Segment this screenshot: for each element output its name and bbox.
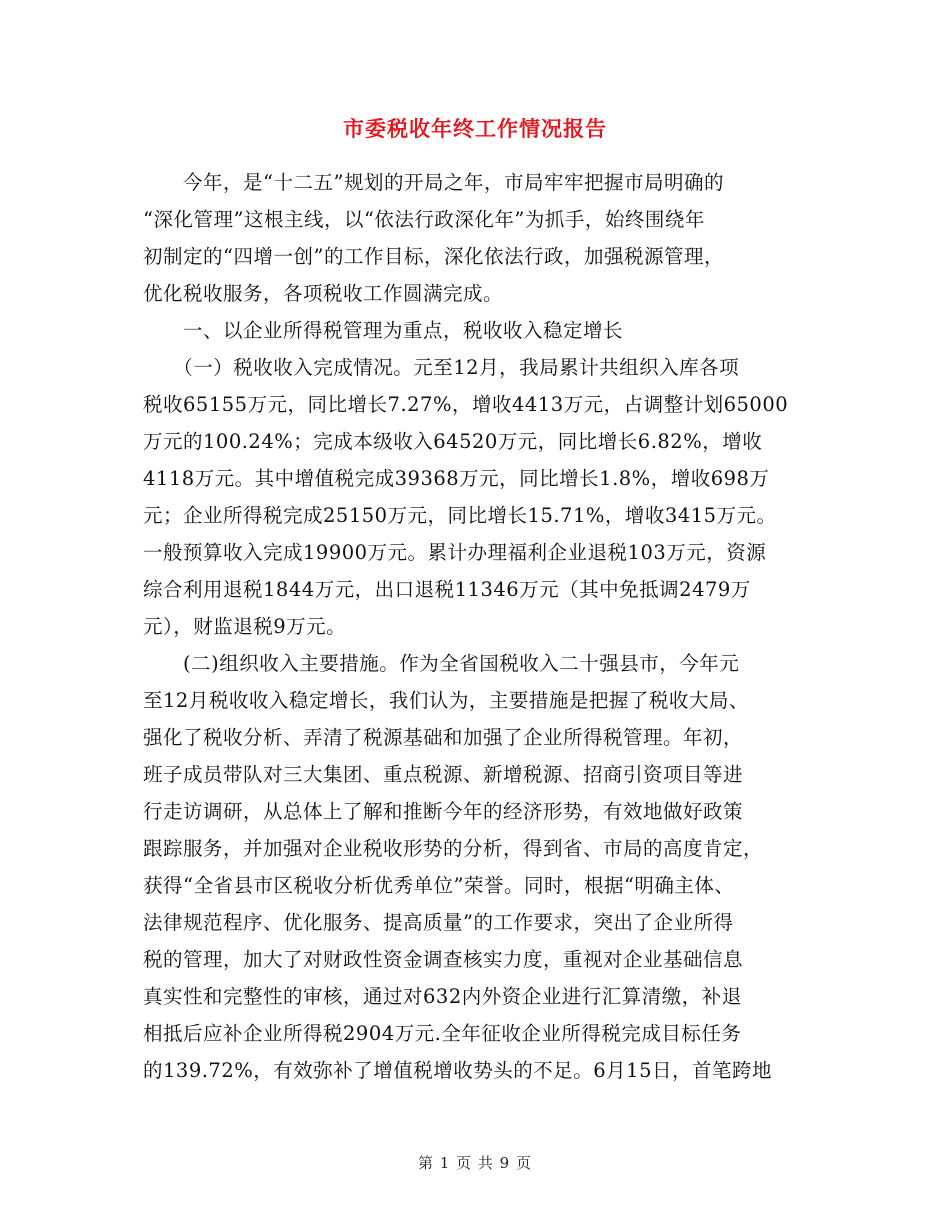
body-line: 税的管理，加大了对财政性资金调查核实力度，重视对企业基础信息	[143, 948, 744, 971]
body-line: 相抵后应补企业所得税2904万元.全年征收企业所得税完成目标任务	[143, 1022, 742, 1045]
body-line: 元），财监退税9万元。	[143, 615, 347, 638]
body-line: 税收65155万元，同比增长7.27%，增收4413万元，占调整计划65000	[143, 393, 789, 416]
body-line: 4118万元。其中增值税完成39368万元，同比增长1.8%，增收698万	[143, 467, 770, 490]
body-line: （一）税收收入完成情况。元至12月，我局累计共组织入库各项	[143, 356, 740, 379]
body-line: 今年，是“十二五”规划的开局之年，市局牢牢把握市局明确的	[143, 171, 724, 194]
body-line: 至12月税收收入稳定增长，我们认为，主要措施是把握了税收大局、	[143, 689, 749, 712]
body-line: 万元的100.24%；完成本级收入64520万元，同比增长6.82%，增收	[143, 430, 763, 453]
body-line: 法律规范程序、优化服务、提高质量”的工作要求，突出了企业所得	[143, 911, 734, 934]
body-line: (二)组织收入主要措施。作为全省国税收入二十强县市，今年元	[143, 652, 740, 675]
body-line: 强化了税收分析、弄清了税源基础和加强了企业所得税管理。年初，	[143, 726, 744, 749]
body-line: 行走访调研，从总体上了解和推断今年的经济形势，有效地做好政策	[143, 800, 744, 823]
body-line: 班子成员带队对三大集团、重点税源、新增税源、招商引资项目等进	[143, 763, 744, 786]
body-line: 的139.72%，有效弥补了增值税增收势头的不足。6月15日，首笔跨地	[143, 1059, 772, 1082]
body-line: 初制定的“四增一创”的工作目标，深化依法行政，加强税源管理，	[143, 245, 724, 268]
body-line: 优化税收服务，各项税收工作圆满完成。	[143, 282, 504, 305]
body-line: 获得“全省县市区税收分析优秀单位”荣誉。同时，根据“明确主体、	[143, 874, 735, 897]
body-line: 元；企业所得税完成25150万元，同比增长15.71%，增收3415万元。	[143, 504, 777, 527]
section-heading: 一、以企业所得税管理为重点，税收收入稳定增长	[143, 319, 624, 342]
page-number-footer: 第 1 页 共 9 页	[418, 1154, 532, 1172]
body-line: 真实性和完整性的审核，通过对632内外资企业进行汇算清缴，补退	[143, 985, 742, 1008]
body-line: 一般预算收入完成19900万元。累计办理福利企业退税103万元，资源	[143, 541, 767, 564]
body-line: 跟踪服务，并加强对企业税收形势的分析，得到省、市局的高度肯定，	[143, 837, 764, 860]
body-line: 综合利用退税1844万元，出口退税11346万元（其中免抵调2479万	[143, 578, 751, 601]
document-title: 市委税收年终工作情况报告	[343, 117, 607, 141]
body-line: “深化管理”这根主线，以“依法行政深化年”为抓手，始终围绕年	[143, 208, 705, 231]
